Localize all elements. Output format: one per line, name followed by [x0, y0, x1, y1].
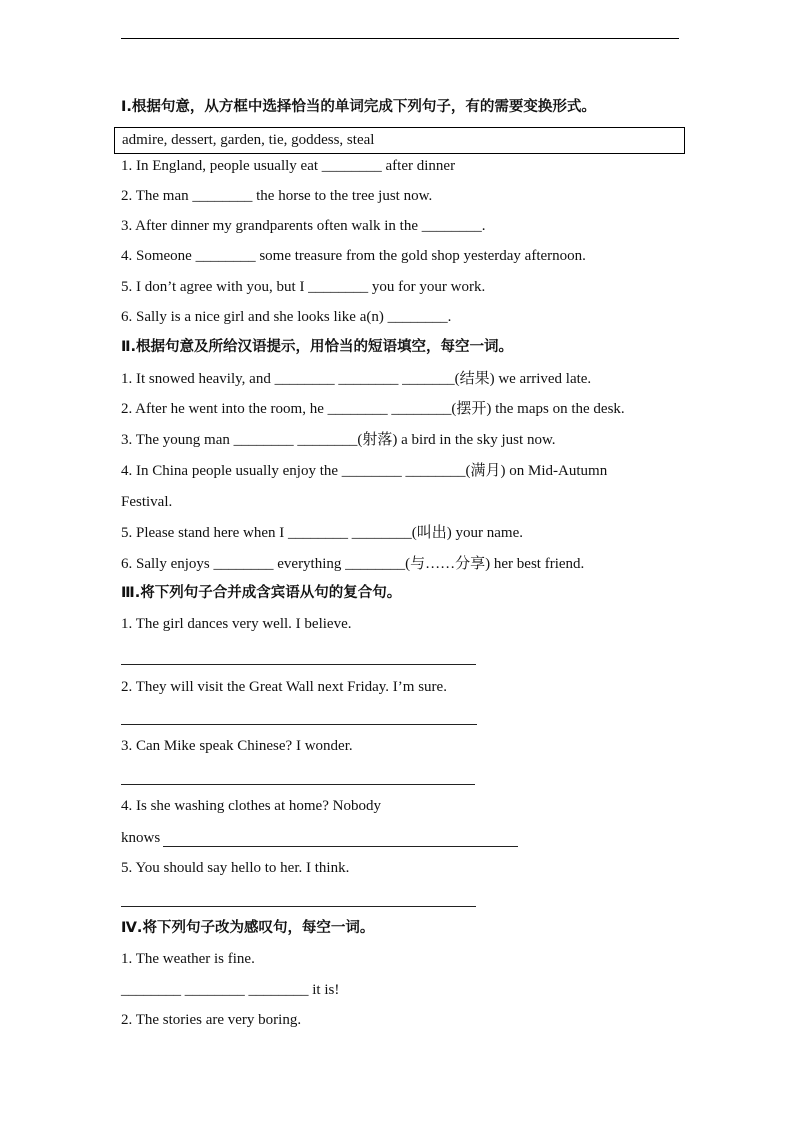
word-box — [114, 127, 685, 154]
s3-item-4: 4. Is she washing clothes at home? Nobody — [121, 798, 381, 814]
s3-answer-line-5 — [121, 906, 476, 907]
s3-answer-line-3 — [121, 784, 475, 785]
s2-item-1: 1. It snowed heavily, and ________ ________ _______(结果) we arrived late. — [121, 371, 592, 387]
section-3-heading: Ⅲ.将下列句子合并成含宾语从句的复合句。 — [121, 585, 402, 601]
s1-item-4: 4. Someone ________ some treasure from the gold shop yesterday afternoon. — [121, 248, 586, 264]
s2-item-5: 5. Please stand here when I ________ ________(叫出) your name. — [121, 525, 523, 541]
s2-item-6: 6. Sally enjoys ________ everything ________(与……分享) her best friend. — [121, 556, 585, 572]
s3-answer-line-4 — [163, 846, 518, 847]
s3-item-5: 5. You should say hello to her. I think. — [121, 860, 350, 876]
s2-item-4-cont: Festival. — [121, 494, 173, 510]
s1-item-1: 1. In England, people usually eat ________ after dinner — [121, 158, 456, 174]
s3-answer-line-1 — [121, 664, 476, 665]
s3-knows-label: knows — [121, 830, 161, 846]
s4-item-2: 2. The stories are very boring. — [121, 1012, 302, 1028]
s4-item-1: 1. The weather is fine. — [121, 951, 255, 967]
s1-item-2: 2. The man ________ the horse to the tree just now. — [121, 188, 433, 204]
top-rule — [121, 38, 679, 39]
s2-item-4: 4. In China people usually enjoy the ________ ________(满月) on Mid-Autumn — [121, 463, 608, 479]
s3-answer-line-2 — [121, 724, 477, 725]
s2-item-2: 2. After he went into the room, he ________ ________(摆开) the maps on the desk. — [121, 401, 625, 417]
section-1-heading: Ⅰ.根据句意，从方框中选择恰当的单词完成下列句子，有的需要变换形式。 — [121, 99, 596, 115]
s3-item-1: 1. The girl dances very well. I believe. — [121, 616, 352, 632]
s1-item-5: 5. I don’t agree with you, but I ________ you for your work. — [121, 279, 486, 295]
s1-item-3: 3. After dinner my grandparents often walk in the ________. — [121, 218, 486, 234]
s3-item-2: 2. They will visit the Great Wall next Friday. I’m sure. — [121, 679, 447, 695]
s2-item-3: 3. The young man ________ ________(射落) a bird in the sky just now. — [121, 432, 556, 448]
s4-item-1-blanks: ________ ________ ________ it is! — [121, 982, 340, 998]
section-4-heading: Ⅳ.将下列句子改为感叹句，每空一词。 — [121, 920, 375, 936]
s1-item-6: 6. Sally is a nice girl and she looks like a(n) ________. — [121, 309, 452, 325]
word-box-text: admire, dessert, garden, tie, goddess, steal — [122, 132, 375, 148]
section-2-heading: Ⅱ.根据句意及所给汉语提示，用恰当的短语填空，每空一词。 — [121, 339, 514, 355]
s3-item-3: 3. Can Mike speak Chinese? I wonder. — [121, 738, 353, 754]
